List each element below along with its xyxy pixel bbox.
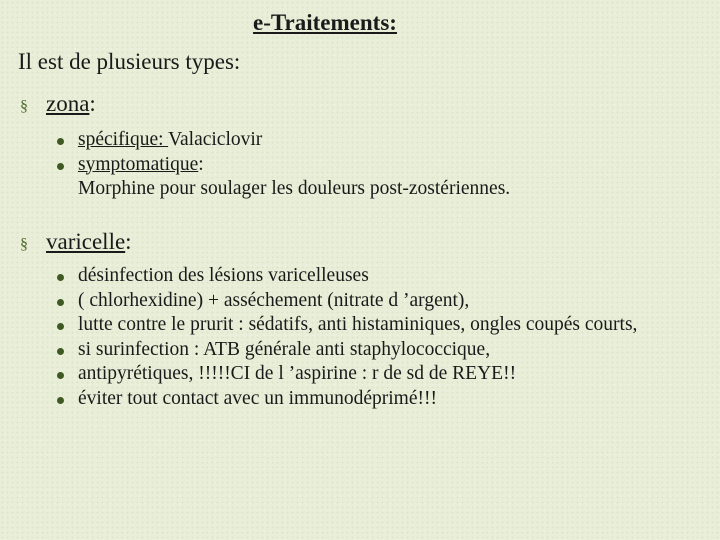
item-text: antipyrétiques, !!!!!CI de l ’aspirine : r de sd de REYE!! [78, 363, 517, 384]
section-label: zona: [46, 91, 96, 116]
item-text: Morphine pour soulager les douleurs post-zostériennes. [78, 178, 511, 199]
list-item [56, 128, 716, 153]
section-varicelle [20, 229, 132, 255]
item-underlined-text: symptomatique [78, 153, 199, 175]
item-text: ( chlorhexidine) + asséchement (nitrate d ’argent), [78, 289, 470, 311]
section-label: varicelle: [46, 229, 132, 254]
list-item [56, 313, 716, 338]
slide-title: e-Traitements: [253, 10, 397, 35]
item-text: lutte contre le prurit : sédatifs, anti histaminiques, ongles coupés courts, [78, 314, 638, 335]
list-item [56, 153, 716, 202]
section-zona [20, 91, 96, 117]
zona-item-list [56, 128, 716, 202]
bullet-dot-icon [56, 387, 78, 412]
intro-text: Il est de plusieurs types: [18, 49, 241, 74]
item-text: désinfection des lésions varicelleuses [78, 265, 369, 286]
item-underlined-text: spécifique: [78, 129, 169, 150]
bullet-dot-icon [56, 128, 78, 153]
bullet-dot-icon [56, 313, 78, 338]
item-text: : [198, 153, 204, 175]
section-sign-icon: § [20, 236, 28, 253]
bullet-dot-icon [56, 264, 78, 289]
list-item [56, 289, 716, 314]
list-item [56, 362, 716, 387]
list-item [56, 338, 716, 363]
item-text: si surinfection : ATB générale anti staphylococcique, [78, 338, 491, 360]
item-text: éviter tout contact avec un immunodéprimé!!! [78, 387, 437, 409]
list-item [56, 264, 716, 289]
bullet-dot-icon [56, 153, 78, 178]
varicelle-item-list [56, 264, 716, 411]
bullet-dot-icon [56, 289, 78, 314]
item-text: Valaciclovir [168, 129, 263, 150]
section-sign-icon: § [20, 98, 28, 115]
bullet-dot-icon [56, 362, 78, 387]
bullet-dot-icon [56, 338, 78, 363]
list-item [56, 387, 716, 412]
